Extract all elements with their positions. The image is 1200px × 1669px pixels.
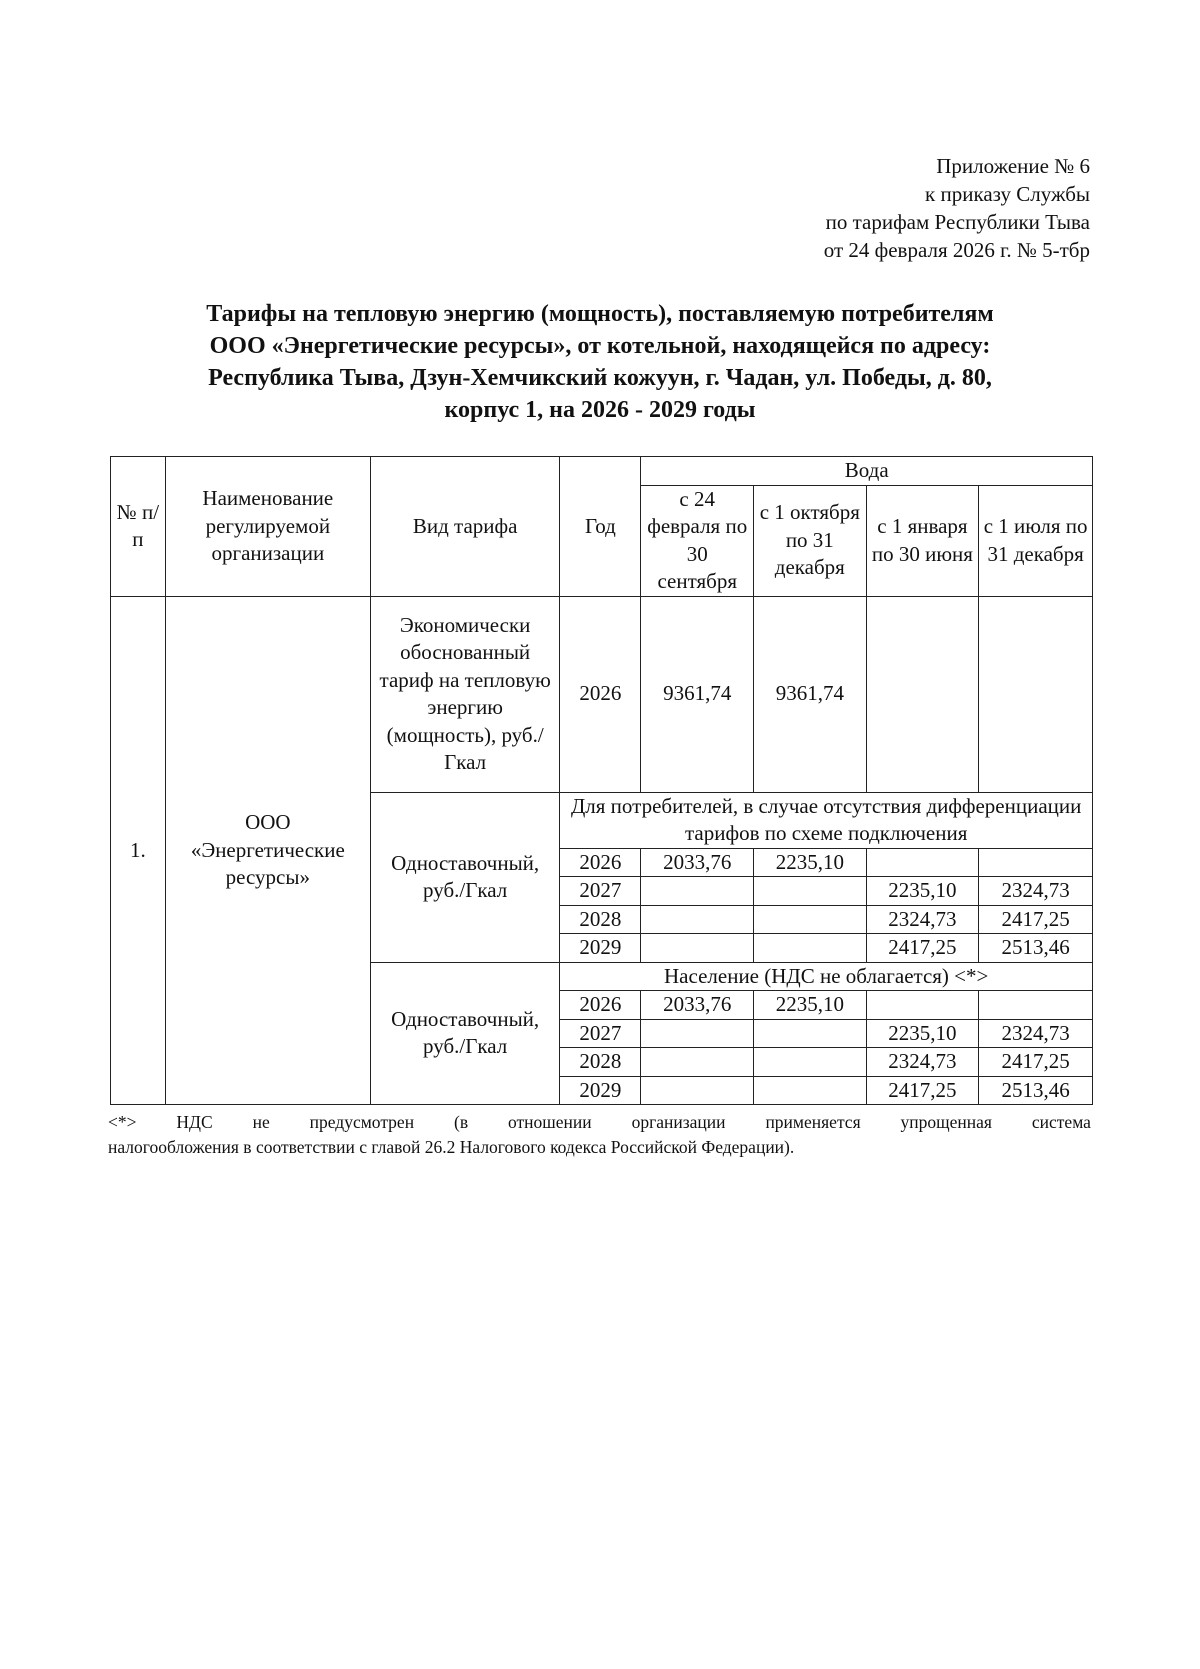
group2-tariff-label: Одноставочный, руб./Гкал — [370, 962, 559, 1105]
appendix-line-2: к приказу Службы — [925, 182, 1090, 206]
value-cell: 2324,73 — [979, 1019, 1093, 1048]
value-cell: 2417,25 — [979, 1048, 1093, 1077]
econ-tariff-label: Экономически обоснованный тариф на тепловую энергию (мощность), руб./Гкал — [370, 596, 559, 792]
table-row — [111, 596, 1093, 792]
header-period-2: с 1 октября по 31 декабря — [754, 485, 867, 596]
appendix-line-3: по тарифам Республики Тыва — [825, 210, 1090, 234]
value-cell — [641, 934, 754, 963]
value-cell: 2324,73 — [866, 905, 979, 934]
header-org: Наименование регулируемой организации — [165, 457, 370, 597]
tariff-table — [110, 456, 1093, 1105]
value-cell: 2235,10 — [866, 877, 979, 906]
footnote-word: (в — [454, 1112, 469, 1132]
footnote-word: <*> — [108, 1112, 137, 1132]
header-period-1: с 24 февраля по 30 сентября — [641, 485, 754, 596]
value-cell: 2417,25 — [866, 934, 979, 963]
value-cell — [641, 877, 754, 906]
econ-value-2: 9361,74 — [754, 596, 867, 792]
document-title — [120, 298, 1080, 426]
value-cell — [979, 991, 1093, 1020]
header-num: № п/п — [111, 457, 166, 597]
year-cell: 2027 — [560, 1019, 641, 1048]
title-line-3: Республика Тыва, Дзун-Хемчикский кожуун, г. Чадан, ул. Победы, д. 80, — [208, 365, 992, 391]
title-line-1: Тарифы на тепловую энергию (мощность), поставляемую потребителям — [206, 301, 994, 327]
row-number: 1. — [111, 596, 166, 1105]
year-cell: 2028 — [560, 1048, 641, 1077]
value-cell: 2513,46 — [979, 934, 1093, 963]
year-cell: 2029 — [560, 1076, 641, 1105]
value-cell — [641, 1048, 754, 1077]
footnote-word: НДС — [176, 1112, 213, 1132]
footnote-word: не — [252, 1112, 270, 1132]
group2-heading: Население (НДС не облагается) <*> — [560, 962, 1093, 991]
value-cell: 2033,76 — [641, 848, 754, 877]
value-cell — [754, 1076, 867, 1105]
footnote-word: применяется — [765, 1112, 861, 1132]
footnote-line-2: налогообложения в соответствии с главой 26.2 Налогового кодекса Российской Федерации). — [108, 1137, 795, 1157]
value-cell — [641, 1076, 754, 1105]
footnote-word: организации — [631, 1112, 726, 1132]
appendix-line-1: Приложение № 6 — [936, 154, 1090, 178]
econ-value-3 — [866, 596, 979, 792]
footnote — [108, 1110, 1091, 1160]
group1-heading: Для потребителей, в случае отсутствия дифференциации тарифов по схеме подключения — [560, 792, 1093, 848]
value-cell — [754, 905, 867, 934]
year-cell: 2027 — [560, 877, 641, 906]
value-cell — [754, 877, 867, 906]
year-cell: 2026 — [560, 991, 641, 1020]
header-row-1 — [111, 457, 1093, 486]
value-cell — [866, 991, 979, 1020]
year-cell: 2026 — [560, 848, 641, 877]
value-cell: 2324,73 — [979, 877, 1093, 906]
value-cell: 2235,10 — [866, 1019, 979, 1048]
econ-value-4 — [979, 596, 1093, 792]
value-cell — [979, 848, 1093, 877]
value-cell — [866, 848, 979, 877]
econ-year: 2026 — [560, 596, 641, 792]
appendix-block — [824, 152, 1090, 264]
header-period-4: с 1 июля по 31 декабря — [979, 485, 1093, 596]
footnote-word: упрощенная — [900, 1112, 992, 1132]
value-cell — [754, 1048, 867, 1077]
econ-value-1: 9361,74 — [641, 596, 754, 792]
value-cell: 2417,25 — [866, 1076, 979, 1105]
header-year: Год — [560, 457, 641, 597]
value-cell — [641, 1019, 754, 1048]
group1-tariff-label: Одноставочный, руб./Гкал — [370, 792, 559, 962]
value-cell — [754, 934, 867, 963]
header-period-3: с 1 января по 30 июня — [866, 485, 979, 596]
year-cell: 2029 — [560, 934, 641, 963]
value-cell: 2235,10 — [754, 991, 867, 1020]
year-cell: 2028 — [560, 905, 641, 934]
footnote-word: отношении — [508, 1112, 592, 1132]
value-cell: 2417,25 — [979, 905, 1093, 934]
title-line-2: ООО «Энергетические ресурсы», от котельной, находящейся по адресу: — [209, 333, 991, 359]
value-cell — [641, 905, 754, 934]
appendix-line-4: от 24 февраля 2026 г. № 5-тбр — [823, 238, 1090, 262]
footnote-word: система — [1031, 1112, 1091, 1132]
header-water: Вода — [641, 457, 1093, 486]
header-tariff-type: Вид тарифа — [370, 457, 559, 597]
footnote-line-1 — [108, 1110, 1091, 1135]
value-cell: 2235,10 — [754, 848, 867, 877]
org-name: ООО «Энергетические ресурсы» — [165, 596, 370, 1105]
value-cell — [754, 1019, 867, 1048]
value-cell: 2324,73 — [866, 1048, 979, 1077]
footnote-word: предусмотрен — [309, 1112, 415, 1132]
title-line-4: корпус 1, на 2026 - 2029 годы — [444, 397, 756, 423]
value-cell: 2033,76 — [641, 991, 754, 1020]
value-cell: 2513,46 — [979, 1076, 1093, 1105]
